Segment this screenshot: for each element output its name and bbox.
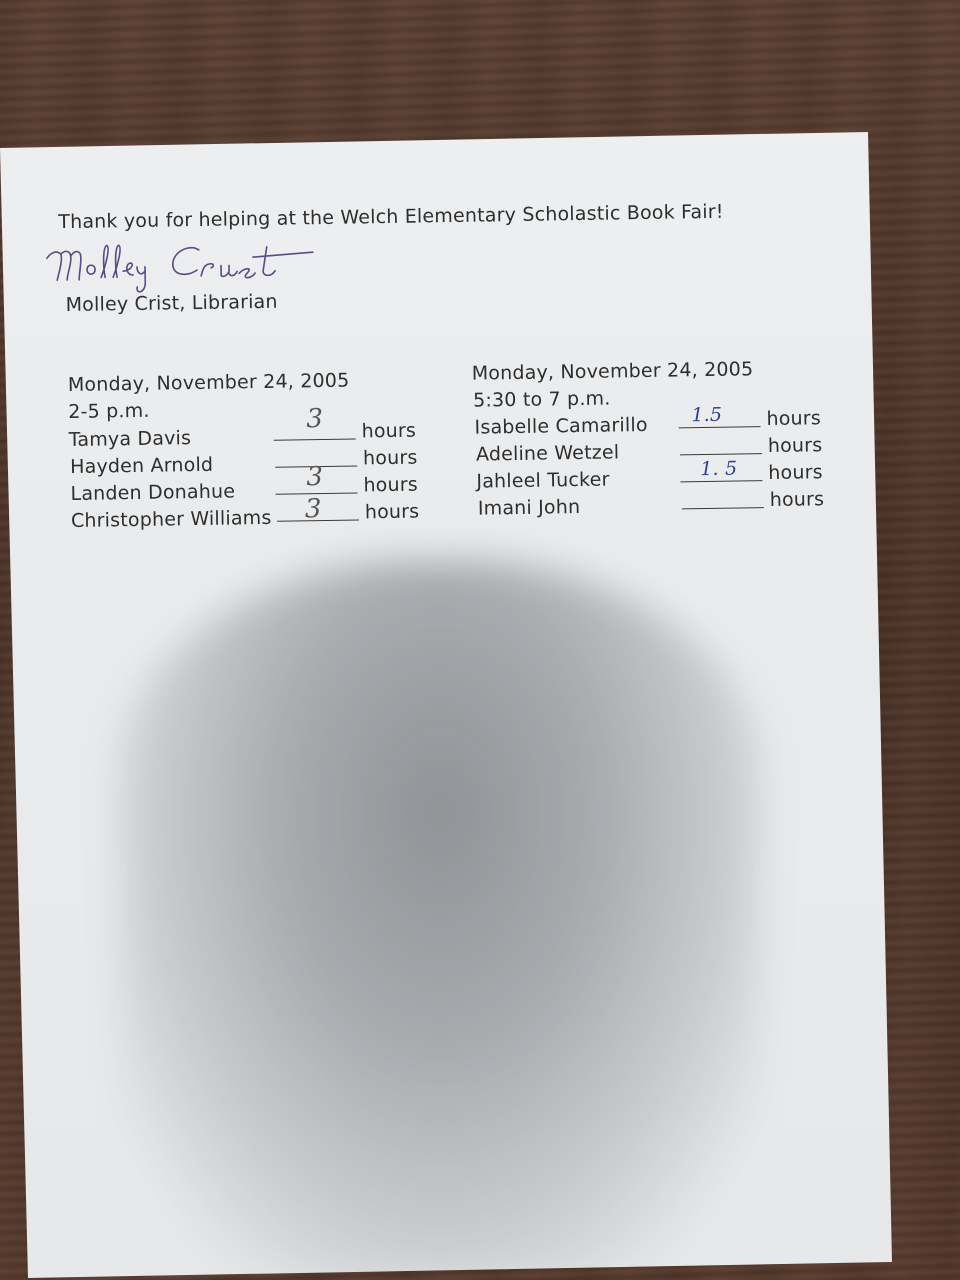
shift-2-time: 5:30 to 7 p.m. — [472, 387, 611, 412]
volunteer-name: Landen Donahue — [70, 480, 236, 505]
volunteer-name: Isabelle Camarillo — [474, 413, 648, 439]
signature — [41, 234, 332, 299]
signer-line: Molley Crist, Librarian — [65, 290, 278, 317]
shift-2-date: Monday, November 24, 2005 — [471, 358, 754, 385]
hours-blank — [682, 507, 764, 509]
ink-hours: 1.5 — [691, 403, 723, 427]
hours-label: hours — [361, 419, 417, 443]
volunteer-name: Jahleel Tucker — [476, 468, 610, 493]
hours-blank — [680, 480, 762, 482]
hours-label: hours — [362, 446, 418, 470]
pencil-hours: 3 — [306, 404, 324, 435]
hours-label: hours — [768, 461, 823, 485]
thank-you-line: Thank you for helping at the Welch Elementary Scholastic Book Fair! — [58, 200, 724, 234]
hours-blank — [274, 439, 356, 441]
hours-label: hours — [363, 473, 419, 497]
volunteer-name: Hayden Arnold — [69, 453, 214, 478]
volunteer-name: Adeline Wetzel — [475, 441, 620, 466]
pencil-hours: 3 — [306, 462, 324, 493]
hours-label: hours — [364, 500, 420, 524]
hours-label: hours — [769, 488, 825, 512]
pencil-hours: 3 — [304, 494, 322, 525]
shift-1-date: Monday, November 24, 2005 — [67, 369, 350, 397]
hours-blank — [679, 426, 761, 428]
volunteer-name: Imani John — [477, 495, 581, 520]
shift-1-time: 2-5 p.m. — [68, 399, 150, 424]
volunteer-name: Tamya Davis — [68, 427, 192, 452]
hours-blank — [680, 453, 762, 455]
ink-hours: 1. 5 — [700, 457, 738, 481]
volunteer-name: Christopher Williams — [70, 506, 272, 532]
hours-label: hours — [767, 434, 823, 458]
hours-label: hours — [766, 407, 822, 431]
